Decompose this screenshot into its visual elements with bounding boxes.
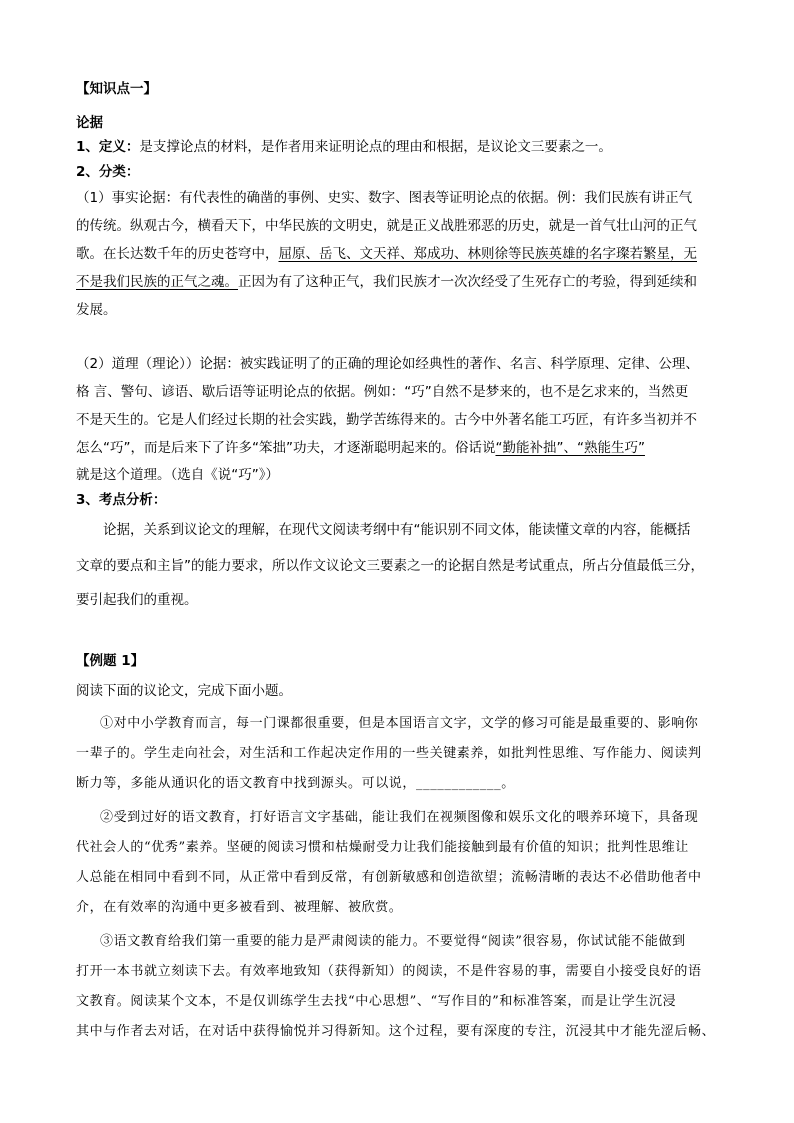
definition-label: 1、定义： [76, 139, 140, 155]
fact-line-4-plain: 正因为有了这种正气，我们民族才一次次经受了生死存亡的考验，得到延续和 [238, 274, 697, 290]
fact-evidence-line-1: （1）事实论据：有代表性的确凿的事例、史实、数字、图表等证明论点的依据。例：我们民族有讲正气 [76, 190, 693, 206]
paragraph-2-line-4: 介，在有效率的沟通中更多被看到、被理解、被欣赏。 [76, 900, 403, 915]
section-title: 论据 [76, 115, 103, 131]
classification-label: 2、分类： [76, 164, 140, 180]
analysis-line-2: 文章的要点和主旨”的能力要求，所以作文议论文三要素之一的论据自然是考试重点，所占分值最低三分， [76, 558, 704, 574]
fact-line-4-underlined: 不是我们民族的正气之魂。 [76, 274, 238, 290]
fact-evidence-line-4 [76, 272, 726, 292]
analysis-line-3: 要引起我们的重视。 [76, 592, 198, 608]
theory-evidence-line-4 [76, 438, 726, 458]
paragraph-1-line-3: 断力等，多能从通识化的语文教育中找到源头。可以说，____________。 [76, 776, 515, 791]
fact-evidence-line-5: 发展。 [76, 302, 117, 318]
paragraph-3-line-1: ③语文教育给我们第一重要的能力是严肃阅读的能力。不要觉得“阅读”很容易，你试试能不能做到 [100, 934, 686, 949]
example-header: 【例题 1】 [76, 653, 145, 669]
theory-evidence-line-2: 格 言、警句、谚语、歇后语等证明论点的依据。例如：“巧”自然不是梦来的，也不是乞求来的，当然更 [76, 384, 689, 400]
paragraph-2-line-1: ②受到过好的语文教育，打好语言文字基础，能让我们在视频图像和娱乐文化的喂养环境下，具备现 [100, 810, 699, 825]
paragraph-1-line-2: 一辈子的。学生走向社会，对生活和工作起决定作用的一些关键素养，如批判性思维、写作能力、阅读判 [76, 746, 702, 761]
theory-evidence-line-3: 不是天生的。它是人们经过长期的社会实践，勤学苦练得来的。古今中外著名能工巧匠，有许多当初并不 [76, 412, 697, 428]
paragraph-2-line-2: 代社会人的“优秀”素养。坚硬的阅读习惯和枯燥耐受力让我们能接触到最有价值的知识；批判性思维让 [76, 840, 689, 855]
theory-line-4-underlined: “勤能补拙”、“熟能生巧” [495, 440, 645, 456]
definition-line [76, 137, 726, 157]
fact-evidence-line-2: 的传统。纵观古今，横看天下，中华民族的文明史，就是正义战胜邪恶的历史，就是一首气壮山河的正气 [76, 218, 697, 234]
analysis-line-1: 论据，关系到议论文的理解，在现代文阅读考纲中有“能识别不同文体，能读懂文章的内容，能概括 [103, 522, 691, 538]
theory-evidence-line-1: （2）道理（理论））论据：被实践证明了的正确的理论如经典性的著作、名言、科学原理、定律、公理、 [76, 356, 699, 372]
paragraph-3-line-3: 文教育。阅读某个文本，不是仅训练学生去找“中心思想”、“写作目的”和标准答案，而是让学生沉浸 [76, 994, 677, 1009]
theory-line-4-plain: 怎么“巧”，而是后来下了许多“笨拙”功夫，才逐渐聪明起来的。俗话说 [76, 440, 496, 456]
fact-line-3-underlined: 屈原、岳飞、文天祥、郑成功、林则徐等民族英雄的名字璨若繁星，无 [278, 246, 697, 262]
definition-text: 是支撑论点的材料，是作者用来证明论点的理由和根据，是议论文三要素之一。 [139, 139, 612, 155]
fact-line-3-plain: 歌。在长达数千年的历史苍穹中， [76, 246, 279, 262]
paragraph-1-line-1: ①对中小学教育而言，每一门课都很重要，但是本国语言文字，文学的修习可能是最重要的、影响你 [100, 716, 699, 731]
paragraph-3-line-4: 其中与作者去对话，在对话中获得愉悦并习得新知。这个过程，要有深度的专注，沉浸其中才能先涩后畅、 [76, 1024, 716, 1039]
analysis-label: 3、考点分析： [76, 492, 167, 508]
theory-evidence-line-5: 就是这个道理。（选自《说“巧”》） [76, 467, 279, 483]
fact-evidence-line-3 [76, 244, 726, 264]
paragraph-3-line-2: 打开一本书就立刻读下去。有效率地致知（获得新知）的阅读，不是件容易的事，需要自小接受良好的语 [76, 964, 702, 979]
knowledge-point-header: 【知识点一】 [76, 81, 157, 97]
paragraph-2-line-3: 人总能在相同中看到不同，从正常中看到反常，有创新敏感和创造欲望；流畅清晰的表达不必借助他者中 [76, 870, 702, 885]
example-intro: 阅读下面的议论文，完成下面小题。 [76, 683, 292, 699]
